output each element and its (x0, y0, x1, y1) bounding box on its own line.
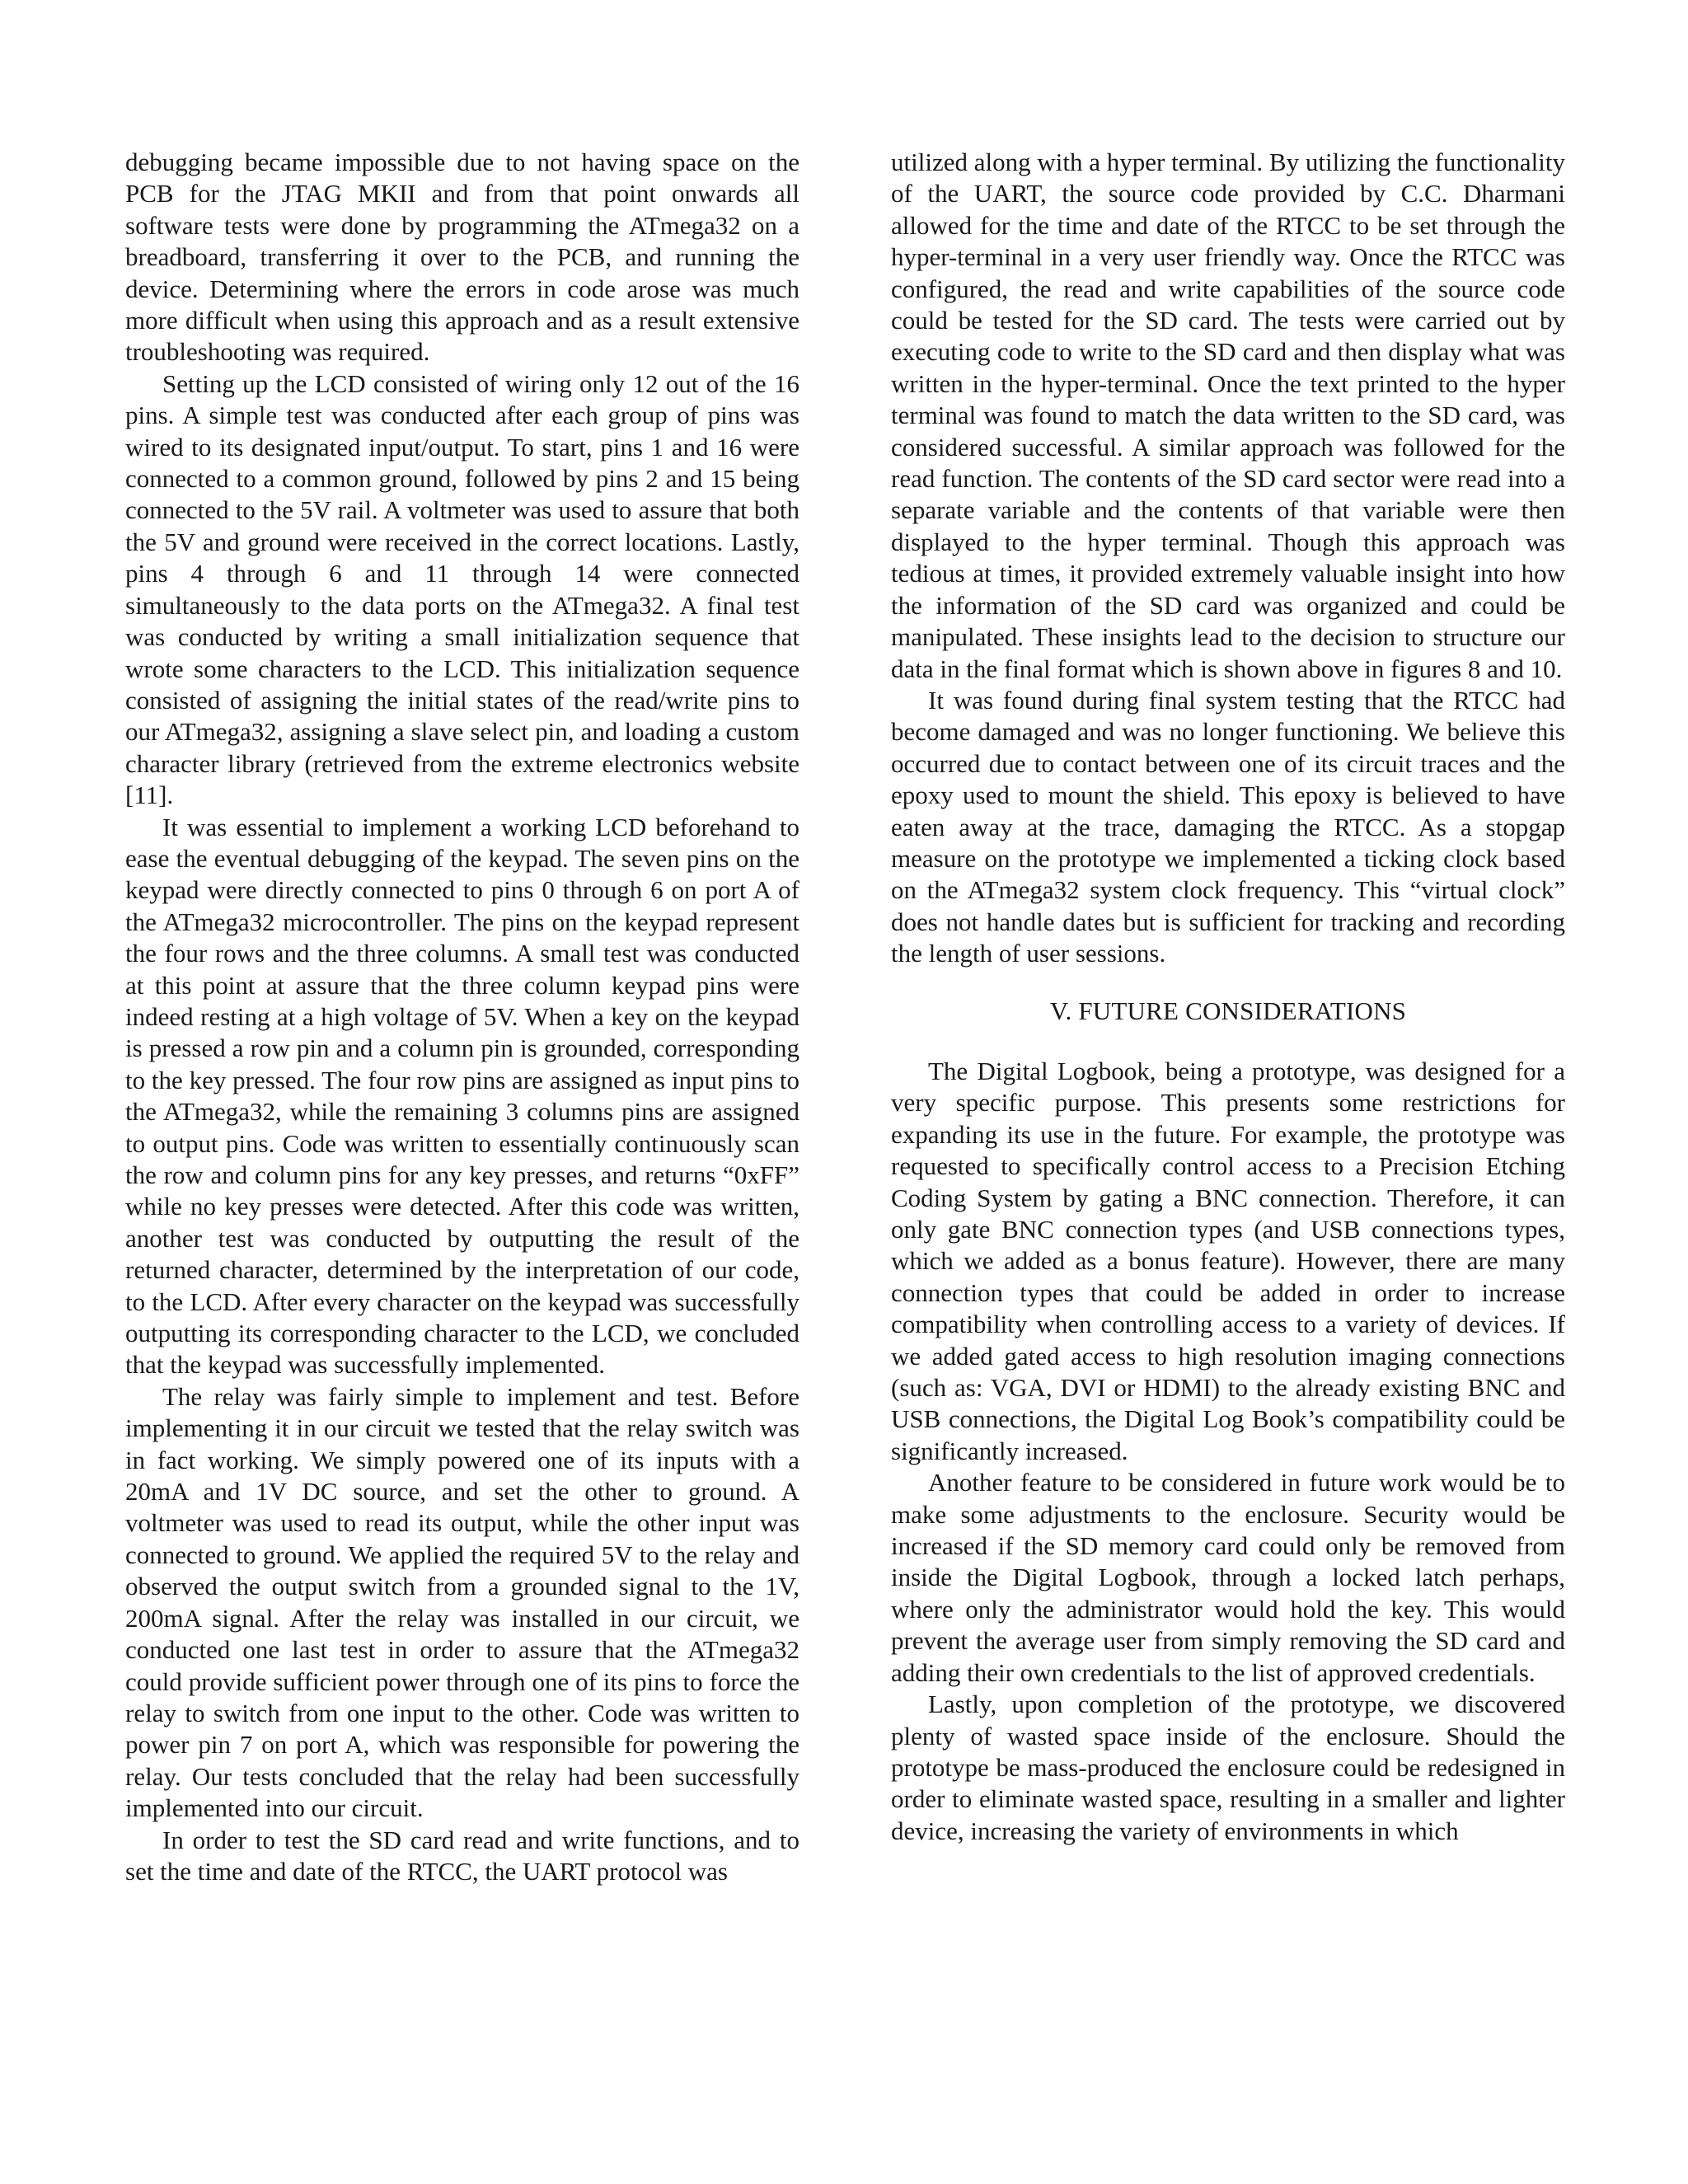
paragraph-uart-hyper-terminal: utilized along with a hyper terminal. By utilizing the functionality of the UART, the source code provided by C.C. Dharmani allowed for the time and date of the RTCC to be set through the hyper-terminal in a very user friendly way. Once the RTCC was configured, the read and write capabilities of the source code could be tested for the SD card. The tests were carried out by executing code to write to the SD card and then display what was written in the hyper-terminal. Once the text printed to the hyper terminal was found to match the data written to the SD card, was considered successful. A similar approach was followed for the read function. The contents of the SD card sector were read into a separate variable and the contents of that variable were then displayed to the hyper terminal. Though this approach was tedious at times, it provided extremely valuable insight into how the information of the SD card was organized and could be manipulated. These insights lead to the decision to structure our data in the final format which is shown above in figures 8 and 10. (891, 148, 1565, 683)
right-column (891, 147, 1565, 1847)
paragraph-wasted-space: Lastly, upon completion of the prototype, we discovered plenty of wasted space inside of the enclosure. Should the prototype be mass-produced the enclosure could be redesigned in order to eliminate wasted space, resulting in a smaller and lighter device, increasing the variety of environments in which (891, 1690, 1565, 1845)
paragraph-keypad: It was essential to implement a working LCD beforehand to ease the eventual debugging of the keypad. The seven pins on the keypad were directly connected to pins 0 through 6 on port A of the ATmega32 microcontroller. The pins on the keypad represent the four rows and the three columns. A small test was conducted at this point at assure that the three column keypad pins were indeed resting at a high voltage of 5V. When a key on the keypad is pressed a row pin and a column pin is grounded, corresponding to the key pressed. The four row pins are assigned as input pins to the ATmega32, while the remaining 3 columns pins are assigned to output pins. Code was written to essentially continuously scan the row and column pins for any key presses, and returns “0xFF” while no key presses were detected. After this code was written, another test was conducted by outputting the result of the returned character, determined by the interpretation of our code, to the LCD. After every character on the keypad was successfully outputting its corresponding character to the LCD, we concluded that the keypad was successfully implemented. (125, 812, 799, 1380)
paragraph-enclosure-security: Another feature to be considered in future work would be to make some adjustments to the enclosure. Security would be increased if the SD memory card could only be removed from inside the Digital Logbook, through a locked latch perhaps, where only the administrator would hold the key. This would prevent the average user from simply removing the SD card and adding their own credentials to the list of approved credentials. (891, 1468, 1565, 1687)
paragraph-debugging: debugging became impossible due to not having space on the PCB for the JTAG MKII and from that point onwards all software tests were done by programming the ATmega32 on a breadboard, transferring it over to the PCB, and running the device. Determining where the errors in code arose was much more difficult when using this approach and as a result extensive troubleshooting was required. (125, 148, 799, 367)
left-column (125, 147, 799, 1887)
paragraph-relay: The relay was fairly simple to implement and test. Before implementing it in our circuit we tested that the relay switch was in fact working. We simply powered one of its inputs with a 20mA and 1V DC source, and set the other to ground. A voltmeter was used to read its output, while the other input was connected to ground. We applied the required 5V to the relay and observed the output switch from a grounded signal to the 1V, 200mA signal. After the relay was installed in our circuit, we conducted one last test in order to assure that the ATmega32 could provide sufficient power through one of its pins to force the relay to switch from one input to the other. Code was written to power pin 7 on port A, which was responsible for powering the relay. Our tests concluded that the relay had been successfully implemented into our circuit. (125, 1381, 799, 1823)
section-heading-future-considerations: V. FUTURE CONSIDERATIONS (1049, 996, 1407, 1025)
paragraph-rtcc-damage: It was found during final system testing that the RTCC had become damaged and was no longer functioning. We believe this occurred due to contact between one of its circuit traces and the epoxy used to mount the shield. This epoxy is believed to have eaten away at the trace, damaging the RTCC. As a stopgap measure on the prototype we implemented a ticking clock based on the ATmega32 system clock frequency. This “virtual clock” does not handle dates but is sufficient for tracking and recording the length of user sessions. (891, 685, 1565, 968)
paragraph-prototype-purpose: The Digital Logbook, being a prototype, was designed for a very specific purpose. This presents some restrictions for expanding its use in the future. For example, the prototype was requested to specifically control access to a Precision Etching Coding System by gating a BNC connection. Therefore, it can only gate BNC connection types (and USB connections types, which we added as a bonus feature). However, there are many connection types that could be added in order to increase compatibility when controlling access to a variety of devices. If we added gated access to high resolution imaging connections (such as: VGA, DVI or HDMI) to the already existing BNC and USB connections, the Digital Log Book’s compatibility could be significantly increased. (891, 1056, 1565, 1465)
paragraph-sd-card-test: In order to test the SD card read and write functions, and to set the time and date of the RTCC, the UART protocol was (125, 1825, 799, 1886)
paragraph-lcd-setup: Setting up the LCD consisted of wiring only 12 out of the 16 pins. A simple test was conducted after each group of pins was wired to its designated input/output. To start, pins 1 and 16 were connected to a common ground, followed by pins 2 and 15 being connected to the 5V rail. A voltmeter was used to assure that both the 5V and ground were received in the correct locations. Lastly, pins 4 through 6 and 11 through 14 were connected simultaneously to the data ports on the ATmega32. A final test was conducted by writing a small initialization sequence that wrote some characters to the LCD. This initialization sequence consisted of assigning the initial states of the read/write pins to our ATmega32, assigning a slave select pin, and loading a custom character library (retrieved from the extreme electronics website [11]. (125, 368, 799, 810)
